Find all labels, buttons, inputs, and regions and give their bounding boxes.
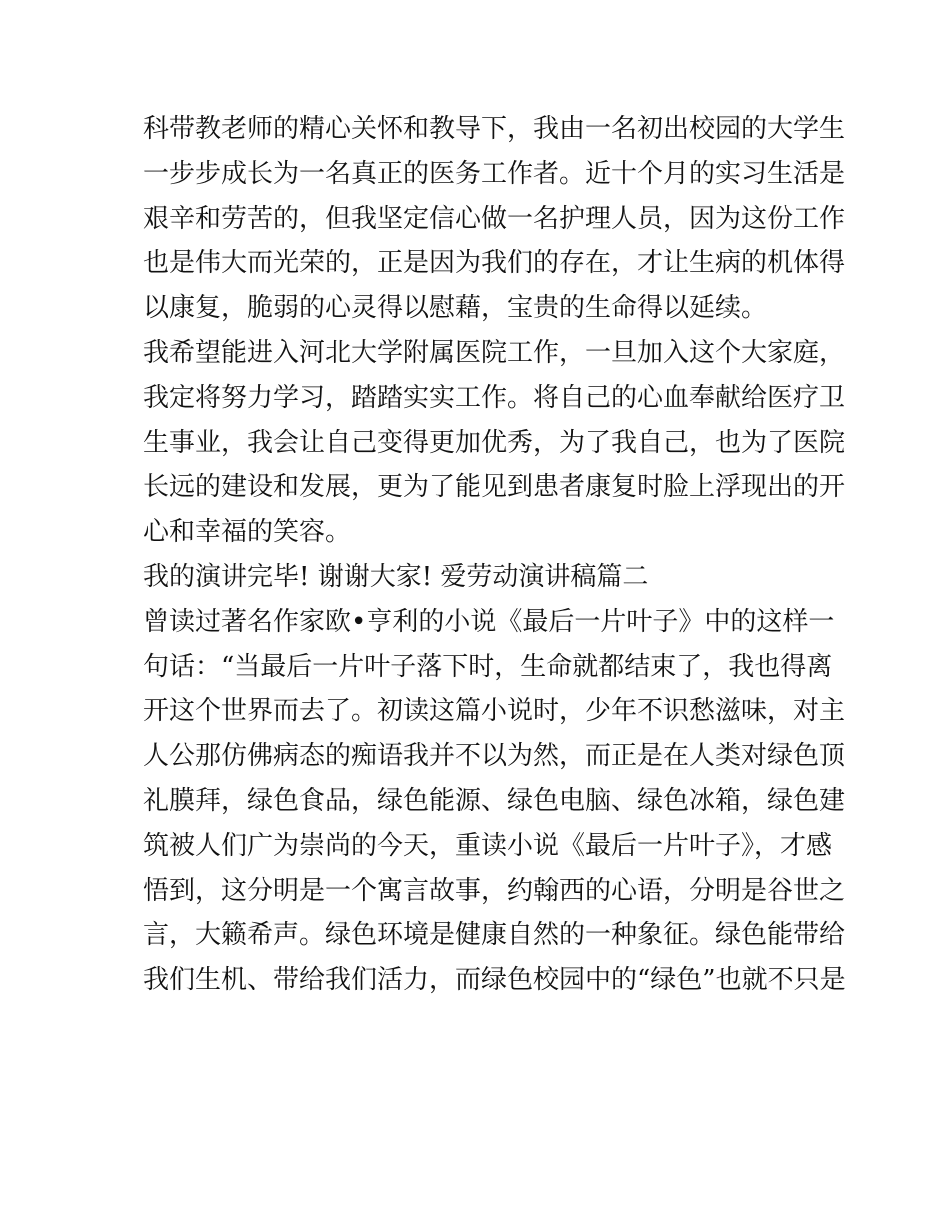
text-line: 科带教老师的精心关怀和教导下，我由一名初出校园的大学生	[143, 114, 846, 144]
body-text	[143, 107, 846, 1003]
text-line: 开这个世界而去了。初读这篇小说时，少年不识愁滋味，对主	[143, 696, 846, 727]
text-line: 艰辛和劳苦的，但我坚定信心做一名护理人员，因为这份工作	[143, 203, 846, 234]
text-line: 人公那仿佛病态的痴语我并不以为然，而正是在人类对绿色顶	[143, 741, 846, 772]
text-line: 一步步成长为一名真正的医务工作者。近十个月的实习生活是	[143, 158, 846, 189]
text-line: 句话：“当最后一片叶子落下时，生命就都结束了，我也得离	[143, 651, 833, 682]
text-line: 生事业，我会让自己变得更加优秀，为了我自己，也为了医院	[143, 427, 846, 458]
text-line: 也是伟大而光荣的，正是因为我们的存在，才让生病的机体得	[143, 248, 846, 279]
text-line: 筑被人们广为崇尚的今天，重读小说《最后一片叶子》，才感	[143, 830, 833, 861]
text-line: 礼膜拜，绿色食品，绿色能源、绿色电脑、绿色冰箱，绿色建	[143, 785, 846, 816]
text-line: 心和幸福的笑容。	[143, 517, 352, 548]
text-line: 我希望能进入河北大学附属医院工作，一旦加入这个大家庭，	[143, 337, 846, 368]
section-heading-line: 我的演讲完毕! 谢谢大家! 爱劳动演讲稿篇二	[143, 561, 649, 592]
text-line: 我们生机、带给我们活力，而绿色校园中的“绿色”也就不只是	[143, 965, 846, 996]
text-line: 曾读过著名作家欧•亨利的小说《最后一片叶子》中的这样一	[143, 606, 835, 637]
text-line: 言，大籁希声。绿色环境是健康自然的一种象征。绿色能带给	[143, 920, 846, 951]
text-line: 悟到，这分明是一个寓言故事，约翰西的心语，分明是谷世之	[143, 875, 846, 906]
text-line: 我定将努力学习，踏踏实实工作。将自己的心血奉献给医疗卫	[143, 382, 846, 413]
text-line: 以康复，脆弱的心灵得以慰藉，宝贵的生命得以延续。	[143, 293, 768, 324]
text-line: 长远的建设和发展，更为了能见到患者康复时脸上浮现出的开	[143, 472, 846, 503]
